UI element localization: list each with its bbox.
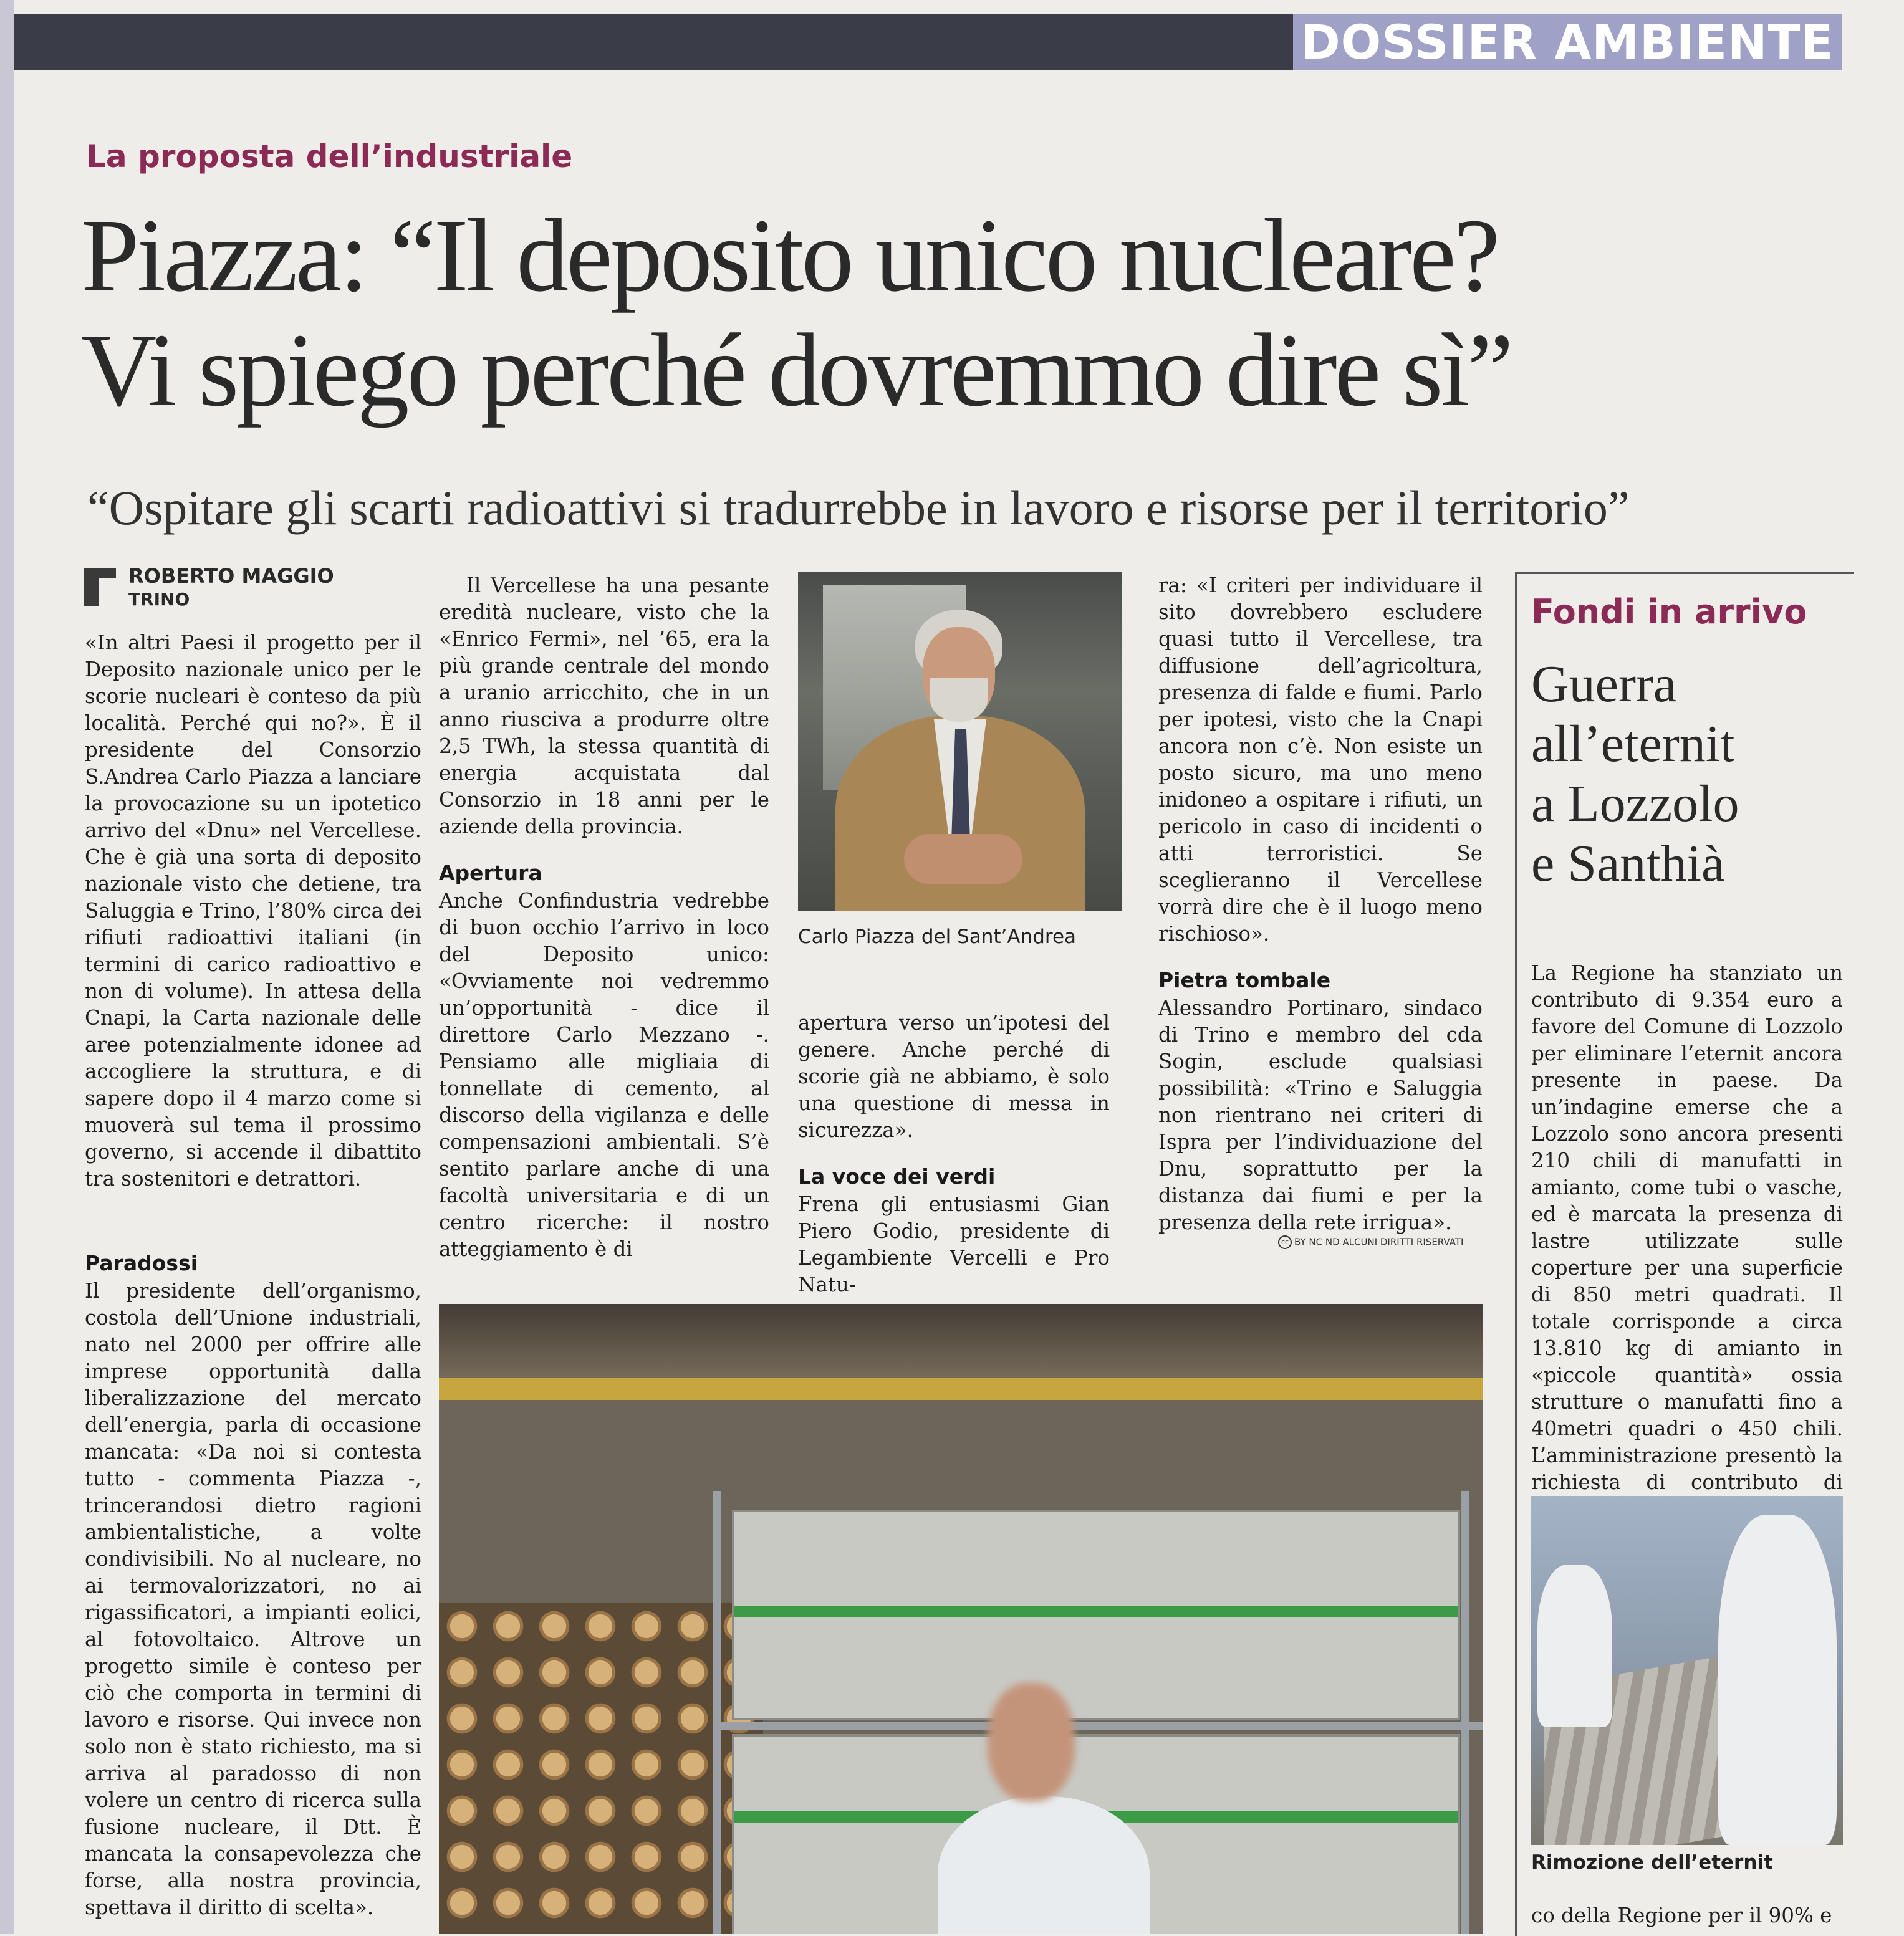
sidebar-title <box>1531 654 1843 894</box>
subheading-verdi: La voce dei verdi <box>798 1164 996 1189</box>
article-paragraph: ra: «I criteri per individuare il sito dovrebbero escludere quasi tutto il Vercellese, tra diffusione dell’agricoltura, presenza di falde e fiumi. Parlo per ipotesi, visto che la Cnapi ancora non c’è. Non esiste un posto sicuro, ma uno meno inidoneo a ospitare i rifiuti, un pericolo in caso di incidenti o atti terroristici. Se sceglieranno il Vercellese vorrà dire che è il luogo meno rischioso». <box>1158 573 1483 946</box>
article-paragraph: Anche Confindustria vedrebbe di buon occhio l’arrivo in loco del Deposito unico: «Ovviamente noi vedremmo un’opportunità - dice il direttore Carlo Mezzano -. Pensiamo alle migliaia di tonnellate di cemento, al discorso della vigilanza e delle compensazioni ambientali. S’è sentito parlare anche di una facoltà universitaria e di un centro ricerche: il nostro atteggiamento è di <box>439 889 769 1261</box>
sidebar-body <box>1531 960 1843 1523</box>
sidebar-body-continued <box>1531 1902 1843 1929</box>
eternit-removal-photo <box>1531 1496 1843 1845</box>
subheadline: “Ospitare gli scarti radioattivi si tradurrebbe in lavoro e risorse per il territorio” <box>87 481 1630 535</box>
article-column-1 <box>85 630 421 1192</box>
photo-caption: Carlo Piazza del Sant’Andrea <box>798 926 1077 948</box>
sidebar-paragraph: co della Regione per il 90% e <box>1531 1904 1832 1927</box>
sidebar-photo-caption: Rimozione dell’eternit <box>1531 1851 1773 1874</box>
sidebar-kicker: Fondi in arrivo <box>1531 592 1807 631</box>
article-column-2 <box>439 572 769 1263</box>
subheading-pietra-tombale: Pietra tombale <box>1158 968 1331 992</box>
headline-line-2: Vi spiego perché dovremmo dire sì” <box>81 312 1511 428</box>
article-column-4 <box>1158 572 1483 1236</box>
subheading-apertura: Apertura <box>439 861 542 885</box>
byline-author: ROBERTO MAGGIO <box>128 564 334 588</box>
sidebar-paragraph: La Regione ha stanziato un contributo di 9.354 euro a favore del Comune di Lozzolo per eliminare l’eternit ancora presente in paese. Da un’indagine emerse che a Lozzolo sono ancora presenti 210 chili di manufatti in amianto, come tubi o vasche, ed è marcata la presenza di lastre utilizzate sulle coperture per una superficie di 850 metri quadrati. Il totale corrisponde a circa 13.810 kg di amianto in «piccole quantità» ossia strutture o manufatti fino a 40metri quadri o 450 chili. L’amministrazione presentò la richiesta di contributo di <box>1531 961 1843 1494</box>
sidebar-title-line: a Lozzolo <box>1531 775 1739 833</box>
warehouse-photo <box>439 1304 1483 1934</box>
article-column-3 <box>798 1010 1110 1298</box>
sidebar-title-line: e Santhià <box>1531 835 1725 893</box>
license-note <box>1278 1235 1463 1249</box>
byline-mark-icon-top <box>84 568 116 578</box>
byline-place: TRINO <box>128 589 190 610</box>
article-paragraph: apertura verso un’ipotesi del genere. Anche perché di scorie già ne abbiamo, è solo una questione di messa in sicurezza». <box>798 1011 1110 1142</box>
article-paragraph: Frena gli entusiasmi Gian Piero Godio, presidente di Legambiente Vercelli e Pro Natu- <box>798 1192 1110 1296</box>
portrait-photo <box>798 572 1122 911</box>
article-paragraph: «In altri Paesi il progetto per il Deposito nazionale unico per le scorie nucleari è conteso da più località. Perché qui no?». È il presidente del Consorzio S.Andrea Carlo Piazza a lanciare la provocazione su un ipotetico arrivo del «Dnu» nel Vercellese. Che è già una sorta di deposito nazionale visto che detiene, tra Saluggia e Trino, l’80% circa dei rifiuti radioattivi italiani (in termini di carico radioattivo e non di volume). In attesa della Cnapi, la Carta nazionale delle aree potenzialmente idonee ad accogliere la struttura, e di sapere dopo il 4 marzo come si muoverà sul tema il prossimo governo, si accende il dibattito tra sostenitori e detrattori. <box>85 631 421 1191</box>
article-paragraph: Alessandro Portinaro, sindaco di Trino e membro del cda Sogin, esclude qualsiasi possibilità: «Trino e Saluggia non rientrano nei criteri di Ispra per l’individuazione del Dnu, soprattutto per la distanza dai fiumi e per la presenza della rete irrigua». <box>1158 996 1483 1234</box>
headline <box>81 198 1877 428</box>
article-column-1-continued <box>85 1249 421 1921</box>
creative-commons-icon: cc <box>1278 1235 1292 1249</box>
subheading-paradossi: Paradossi <box>85 1251 198 1275</box>
sidebar-title-line: Guerra <box>1531 655 1677 713</box>
page-margin <box>0 0 14 1934</box>
article-paragraph: Il presidente dell’organismo, costola dell’Unione industriali, nato nel 2000 per offrire alle imprese opportunità dalla liberalizzazione del mercato dell’energia, parla di occasione mancata: «Da noi si contesta tutto - commenta Piazza -, trincerandosi dietro ragioni ambientalistiche, a volte condivisibili. No al nucleare, no ai termovalorizzatori, no ai rigassificatori, a impianti eolici, al fotovoltaico. Altrove un progetto simile è conteso per ciò che comporta in termini di lavoro e risorse. Qui invece non solo non è stato richiesto, ma si arriva al paradosso di non volere un centro di ricerca sulla fusione nucleare, il Dtt. È mancata la consapevolezza che forse, alla nostra provincia, spettava il diritto di scelta». <box>85 1279 421 1919</box>
article-paragraph: Il Vercellese ha una pesante eredità nucleare, visto che la «Enrico Fermi», nel ’65, era la più grande centrale del mondo a uranio arricchito, che in un anno riusciva a produrre oltre 2,5 TWh, la stessa quantità di energia acquistata dal Consorzio in 18 anni per le aziende della provincia. <box>439 573 769 838</box>
top-bar <box>14 14 1293 70</box>
license-text: BY NC ND ALCUNI DIRITTI RISERVATI <box>1294 1236 1464 1248</box>
section-label: DOSSIER AMBIENTE <box>1293 14 1842 70</box>
headline-line-1: Piazza: “Il deposito unico nucleare? <box>81 198 1498 314</box>
sidebar-title-line: all’eternit <box>1531 715 1735 773</box>
kicker: La proposta dell’industriale <box>86 138 573 175</box>
